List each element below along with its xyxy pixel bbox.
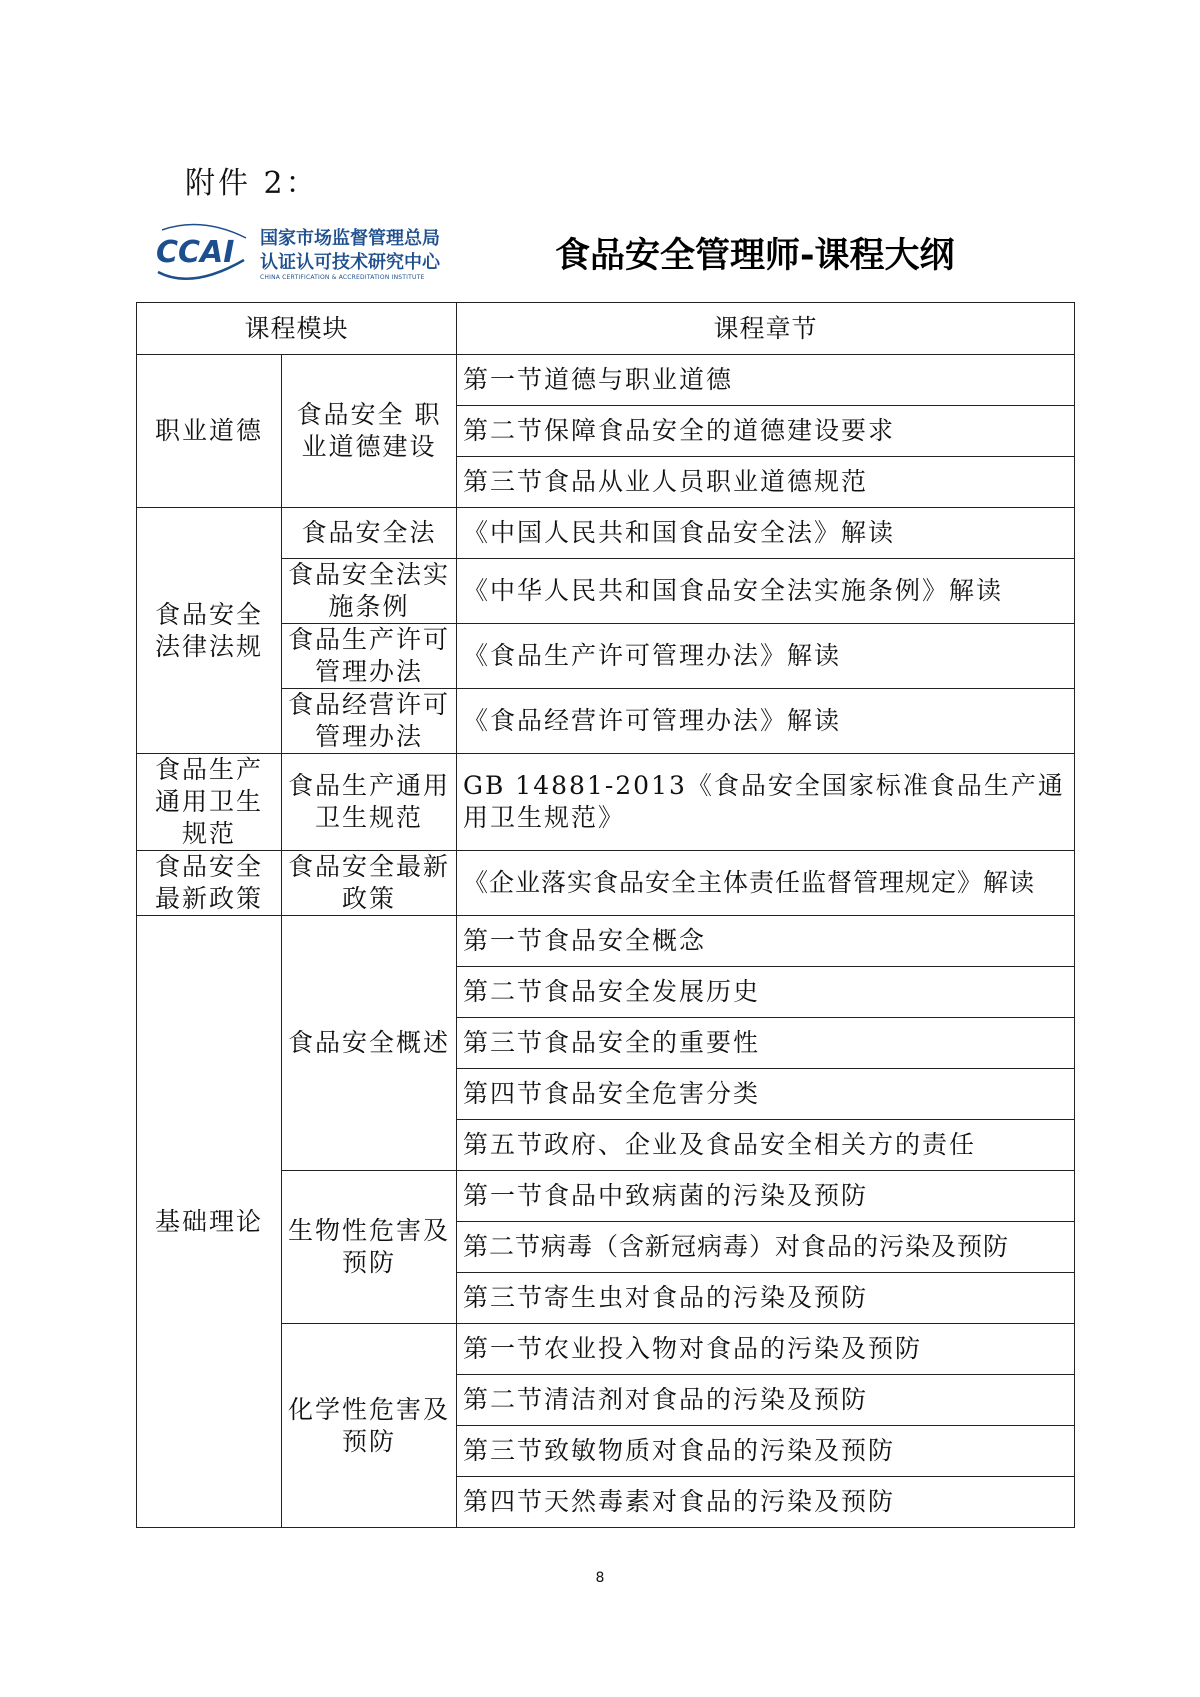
logo-mark-text: CCAI — [156, 235, 235, 270]
chapter-cell: 第五节政府、企业及食品安全相关方的责任 — [457, 1120, 1075, 1171]
chapter-cell: 《中华人民共和国食品安全法实施条例》解读 — [457, 559, 1075, 624]
table-row — [137, 754, 1075, 851]
logo-name-line2: 认证认可技术研究中心 — [260, 252, 440, 273]
table-header-row — [137, 303, 1075, 355]
module-cell: 基础理论 — [137, 916, 282, 1528]
module-cell: 食品安全最新政策 — [137, 851, 282, 916]
chapter-cell: 第三节致敏物质对食品的污染及预防 — [457, 1426, 1075, 1477]
submodule-cell: 食品安全概述 — [282, 916, 457, 1171]
course-outline-table — [136, 302, 1075, 1528]
ccai-logo — [152, 220, 462, 288]
submodule-cell: 食品安全法 — [282, 508, 457, 559]
submodule-cell: 食品安全最新政策 — [282, 851, 457, 916]
chapter-cell: 第一节食品安全概念 — [457, 916, 1075, 967]
table-row — [137, 851, 1075, 916]
submodule-cell: 化学性危害及预防 — [282, 1324, 457, 1528]
chapter-cell: 第二节保障食品安全的道德建设要求 — [457, 406, 1075, 457]
logo-name-line1: 国家市场监督管理总局 — [260, 228, 440, 249]
chapter-cell: 《企业落实食品安全主体责任监督管理规定》解读 — [457, 851, 1075, 916]
submodule-cell: 食品安全 职业道德建设 — [282, 355, 457, 508]
chapter-cell: 第三节食品安全的重要性 — [457, 1018, 1075, 1069]
table-row — [137, 508, 1075, 559]
chapter-cell: 《食品经营许可管理办法》解读 — [457, 689, 1075, 754]
header-chapter: 课程章节 — [457, 303, 1075, 355]
logo-name-en: CHINA CERTIFICATION & ACCREDITATION INSTITUTE — [260, 274, 425, 281]
submodule-cell: 食品生产通用卫生规范 — [282, 754, 457, 851]
ccai-logo-icon — [152, 220, 252, 288]
module-cell: 食品安全法律法规 — [137, 508, 282, 754]
table-row — [137, 355, 1075, 406]
chapter-cell: 《食品生产许可管理办法》解读 — [457, 624, 1075, 689]
chapter-cell: 第二节清洁剂对食品的污染及预防 — [457, 1375, 1075, 1426]
chapter-cell: 第一节农业投入物对食品的污染及预防 — [457, 1324, 1075, 1375]
chapter-cell: 第二节病毒（含新冠病毒）对食品的污染及预防 — [457, 1222, 1075, 1273]
submodule-cell: 食品生产许可管理办法 — [282, 624, 457, 689]
table-row — [137, 916, 1075, 967]
chapter-cell: 《中国人民共和国食品安全法》解读 — [457, 508, 1075, 559]
chapter-cell: GB 14881-2013《食品安全国家标准食品生产通用卫生规范》 — [457, 754, 1075, 851]
submodule-cell: 食品经营许可管理办法 — [282, 689, 457, 754]
submodule-cell: 生物性危害及预防 — [282, 1171, 457, 1324]
chapter-cell: 第三节食品从业人员职业道德规范 — [457, 457, 1075, 508]
chapter-cell: 第四节食品安全危害分类 — [457, 1069, 1075, 1120]
chapter-cell: 第三节寄生虫对食品的污染及预防 — [457, 1273, 1075, 1324]
submodule-cell: 食品安全法实施条例 — [282, 559, 457, 624]
chapter-cell: 第二节食品安全发展历史 — [457, 967, 1075, 1018]
chapter-cell: 第四节天然毒素对食品的污染及预防 — [457, 1477, 1075, 1528]
page-number: 8 — [595, 1570, 605, 1586]
module-cell: 食品生产通用卫生规范 — [137, 754, 282, 851]
chapter-cell: 第一节食品中致病菌的污染及预防 — [457, 1171, 1075, 1222]
attachment-label: 附件 2： — [185, 166, 319, 201]
document-title: 食品安全管理师-课程大纲 — [555, 236, 955, 276]
header-module: 课程模块 — [137, 303, 457, 355]
module-cell: 职业道德 — [137, 355, 282, 508]
chapter-cell: 第一节道德与职业道德 — [457, 355, 1075, 406]
